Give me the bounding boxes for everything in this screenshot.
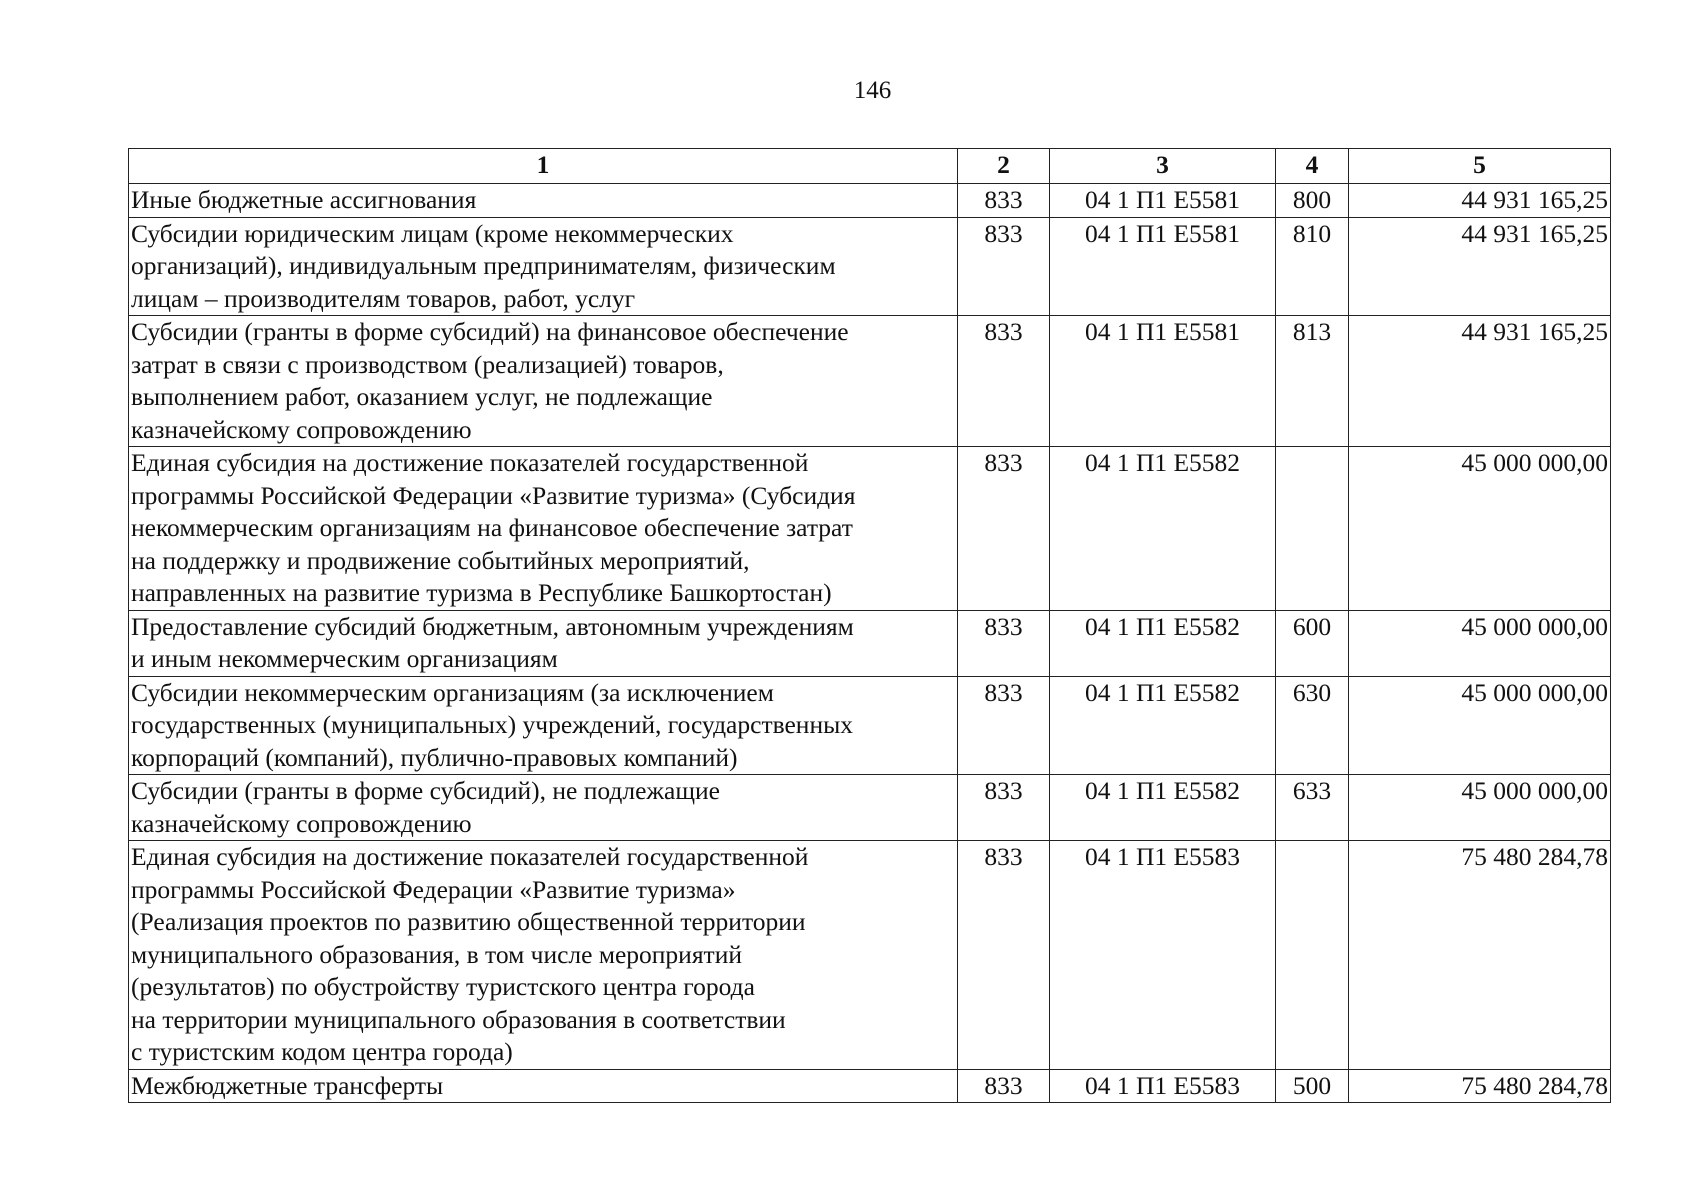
- row-expense-type: [1276, 841, 1349, 1070]
- row-expense-type: 500: [1276, 1069, 1349, 1103]
- row-amount: 44 931 165,25: [1349, 184, 1611, 218]
- row-target: 04 1 П1 E5581: [1050, 316, 1276, 447]
- row-amount: 45 000 000,00: [1349, 610, 1611, 676]
- header-cell: 3: [1050, 149, 1276, 184]
- table-row: [129, 217, 1611, 316]
- row-amount: 45 000 000,00: [1349, 676, 1611, 775]
- row-expense-type: 810: [1276, 217, 1349, 316]
- row-target: 04 1 П1 E5582: [1050, 676, 1276, 775]
- row-amount: 45 000 000,00: [1349, 447, 1611, 611]
- table-row: [129, 610, 1611, 676]
- row-target: 04 1 П1 E5582: [1050, 447, 1276, 611]
- row-ministry: 833: [958, 1069, 1050, 1103]
- table-row: [129, 316, 1611, 447]
- row-amount: 75 480 284,78: [1349, 1069, 1611, 1103]
- row-name: Иные бюджетные ассигнования: [129, 184, 958, 218]
- row-expense-type: 800: [1276, 184, 1349, 218]
- header-cell: 1: [129, 149, 958, 184]
- table-row: [129, 184, 1611, 218]
- row-ministry: 833: [958, 676, 1050, 775]
- row-name: Предоставление субсидий бюджетным, автономным учреждениям и иным некоммерческим организациям: [129, 610, 958, 676]
- row-ministry: 833: [958, 316, 1050, 447]
- header-row: [129, 149, 1611, 184]
- row-ministry: 833: [958, 775, 1050, 841]
- row-amount: 45 000 000,00: [1349, 775, 1611, 841]
- row-target: 04 1 П1 E5581: [1050, 184, 1276, 218]
- row-name: Субсидии (гранты в форме субсидий), не подлежащие казначейскому сопровождению: [129, 775, 958, 841]
- row-ministry: 833: [958, 610, 1050, 676]
- row-amount: 44 931 165,25: [1349, 217, 1611, 316]
- row-expense-type: 633: [1276, 775, 1349, 841]
- row-name: Единая субсидия на достижение показателей государственной программы Российской Федерации «Развитие туризма» (Субсидия некоммерческим организациям на финансовое обеспечение затрат на поддержку и продвижение событийных мероприятий, направленных на развитие туризма в Республике Башкортостан): [129, 447, 958, 611]
- row-name: Субсидии (гранты в форме субсидий) на финансовое обеспечение затрат в связи с производством (реализацией) товаров, выполнением работ, оказанием услуг, не подлежащие казначейскому сопровождению: [129, 316, 958, 447]
- budget-table: [128, 148, 1611, 1103]
- header-cell: 5: [1349, 149, 1611, 184]
- page-number: 146: [853, 77, 892, 104]
- row-expense-type: 813: [1276, 316, 1349, 447]
- row-target: 04 1 П1 E5582: [1050, 775, 1276, 841]
- row-target: 04 1 П1 E5583: [1050, 841, 1276, 1070]
- row-target: 04 1 П1 E5583: [1050, 1069, 1276, 1103]
- row-amount: 44 931 165,25: [1349, 316, 1611, 447]
- header-cell: 4: [1276, 149, 1349, 184]
- row-ministry: 833: [958, 447, 1050, 611]
- row-name: Субсидии некоммерческим организациям (за исключением государственных (муниципальных) учреждений, государственных корпораций (компаний), публично-правовых компаний): [129, 676, 958, 775]
- table-row: [129, 841, 1611, 1070]
- row-target: 04 1 П1 E5582: [1050, 610, 1276, 676]
- table-row: [129, 676, 1611, 775]
- header-cell: 2: [958, 149, 1050, 184]
- row-expense-type: [1276, 447, 1349, 611]
- table-row: [129, 1069, 1611, 1103]
- row-name: Единая субсидия на достижение показателей государственной программы Российской Федерации «Развитие туризма» (Реализация проектов по развитию общественной территории муниципального образования, в том числе мероприятий (результатов) по обустройству туристского центра города на территории муниципального образования в соответствии с туристским кодом центра города): [129, 841, 958, 1070]
- row-expense-type: 630: [1276, 676, 1349, 775]
- row-name: Межбюджетные трансферты: [129, 1069, 958, 1103]
- row-ministry: 833: [958, 841, 1050, 1070]
- row-name: Субсидии юридическим лицам (кроме некоммерческих организаций), индивидуальным предпринимателям, физическим лицам – производителям товаров, работ, услуг: [129, 217, 958, 316]
- row-amount: 75 480 284,78: [1349, 841, 1611, 1070]
- row-ministry: 833: [958, 217, 1050, 316]
- row-expense-type: 600: [1276, 610, 1349, 676]
- row-ministry: 833: [958, 184, 1050, 218]
- row-target: 04 1 П1 E5581: [1050, 217, 1276, 316]
- table-row: [129, 775, 1611, 841]
- table-row: [129, 447, 1611, 611]
